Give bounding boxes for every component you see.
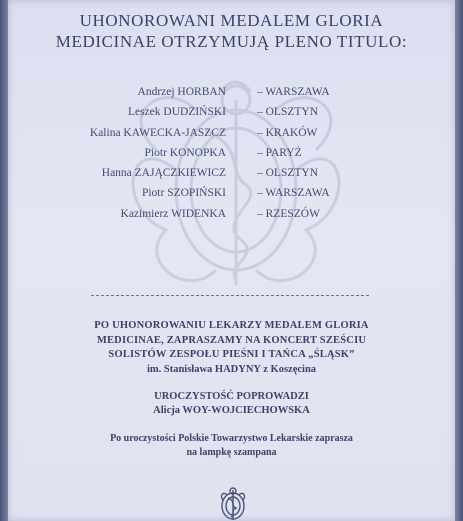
champagne-invite	[8, 432, 455, 460]
list-item	[8, 127, 455, 147]
honoree-city: – OLSZTYN	[257, 106, 319, 119]
ceremony-host	[8, 390, 455, 418]
caduceus-emblem-icon	[218, 486, 248, 521]
honorees-list	[8, 86, 455, 228]
list-item	[8, 147, 455, 167]
header-title-line-2: MEDICINAE OTRZYMUJĄ PLENO TITULO:	[55, 32, 408, 51]
section-divider	[91, 295, 369, 296]
honoree-city: – WARSZAWA	[257, 86, 330, 98]
honoree-name: Kalina KAWECKA-JASZCZ	[89, 126, 226, 139]
honoree-name: Leszek DUDZIŃSKI	[127, 106, 226, 119]
list-item	[8, 106, 455, 126]
honoree-name: Hanna ZAJĄCZKIEWICZ	[101, 167, 226, 180]
concert-line-3: SOLISTÓW ZESPOŁU PIEŚNI I TAŃCA „ŚLĄSK”	[108, 349, 355, 360]
honoree-city: – KRAKÓW	[257, 126, 318, 139]
concert-line-1: PO UHONOROWANIU LEKARZY MEDALEM GLORIA	[94, 320, 369, 331]
invite-line-1: Po uroczystości Polskie Towarzystwo Lekarskie zaprasza	[110, 433, 353, 444]
header-title-line-1: UHONOROWANI MEDALEM GLORIA	[79, 11, 384, 30]
invitation-panel	[8, 0, 455, 521]
concert-line-4: im. Stanisława HADYNY z Koszęcina	[146, 363, 317, 375]
list-item	[8, 208, 455, 228]
list-item	[8, 86, 455, 106]
invite-line-2: na lampkę szampana	[186, 447, 277, 458]
honoree-city: – WARSZAWA	[257, 187, 330, 200]
honoree-name: Piotr SZOPIŃSKI	[141, 187, 226, 200]
ceremony-line-1: UROCZYSTOŚĆ POPROWADZI	[154, 391, 309, 402]
list-item	[8, 167, 455, 187]
honoree-city: – PARYŻ	[257, 146, 302, 159]
frame-right	[455, 0, 463, 521]
honoree-name: Piotr KONOPKA	[144, 146, 226, 159]
concert-line-2: MEDICINAE, ZAPRASZAMY NA KONCERT SZEŚCIU	[96, 334, 367, 346]
concert-announcement	[8, 319, 455, 377]
honoree-city: – OLSZTYN	[257, 167, 319, 180]
list-item	[8, 187, 455, 207]
frame-left	[0, 0, 8, 521]
honoree-city: – RZESZÓW	[257, 207, 320, 220]
ceremony-host-name: Alicja WOY-WOJCIECHOWSKA	[153, 405, 310, 416]
honoree-name: Kazimierz WIDENKA	[120, 207, 226, 220]
honoree-name: Andrzej HORBAN	[137, 86, 226, 98]
